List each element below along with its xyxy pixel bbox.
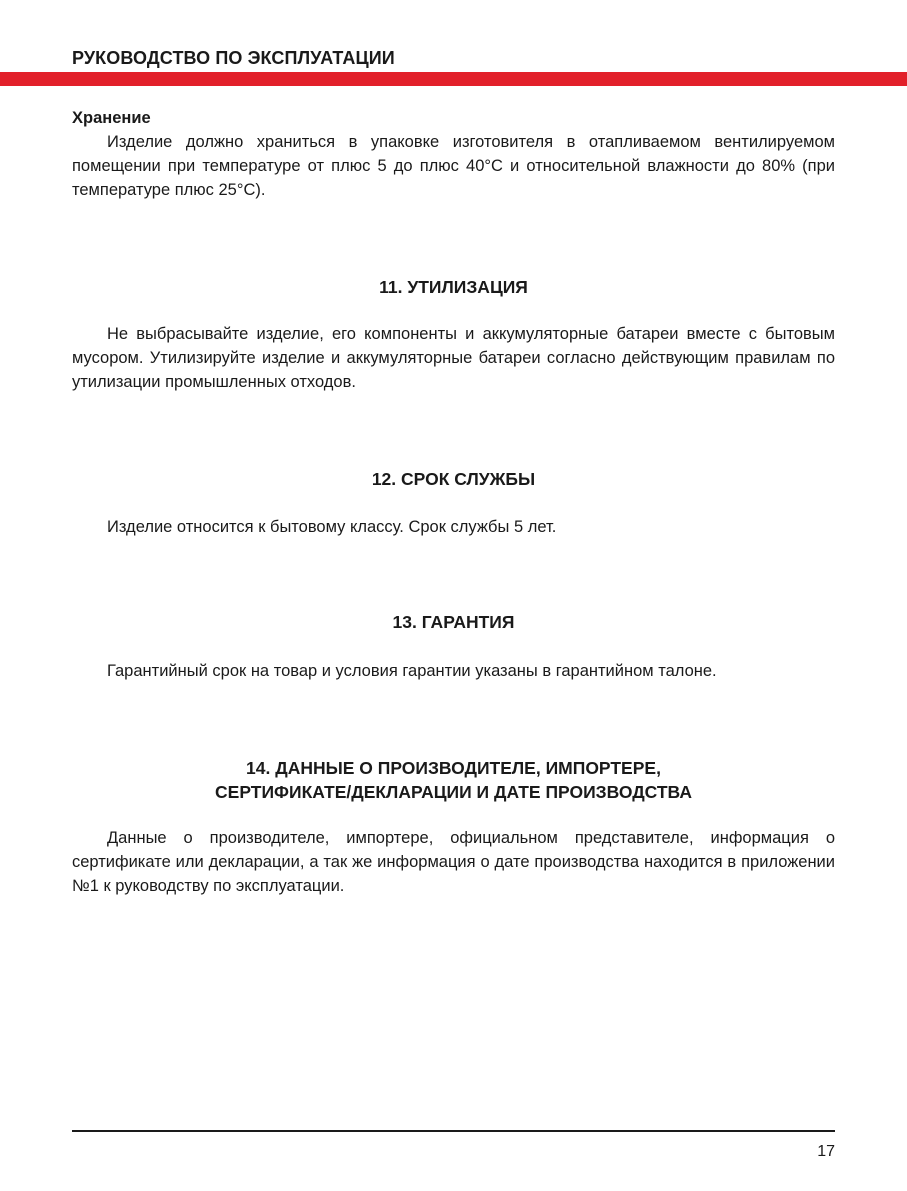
section-title-service-life: 12. СРОК СЛУЖБЫ	[371, 469, 536, 489]
storage-paragraph: Изделие должно храниться в упаковке изготовителя в отапливаемом вентилируемом помещении при температуре от плюс 5 до плюс 40°С и относительной влажности до 80% (при температуре плюс 25°С).	[72, 133, 835, 199]
section-paragraph-service-life: Изделие относится к бытовому классу. Срок службы 5 лет.	[107, 518, 557, 536]
footer-divider	[72, 1130, 835, 1132]
section-title-line-1: 14. ДАННЫЕ О ПРОИЗВОДИТЕЛЕ, ИМПОРТЕРЕ,	[246, 758, 661, 778]
header-accent-bar	[0, 72, 907, 86]
section-paragraph-warranty: Гарантийный срок на товар и условия гарантии указаны в гарантийном талоне.	[107, 662, 717, 680]
page-header-title: РУКОВОДСТВО ПО ЭКСПЛУАТАЦИИ	[72, 48, 395, 68]
section-paragraph-manufacturer-data: Данные о производителе, импортере, официальном представителе, информация о сертификате или декларации, а так же информация о дате производства находится в приложении №1 к руководству по эксплуатации.	[72, 829, 835, 895]
section-title-line-2: СЕРТИФИКАТЕ/ДЕКЛАРАЦИИ И ДАТЕ ПРОИЗВОДСТВА	[215, 782, 692, 802]
section-title-disposal: 11. УТИЛИЗАЦИЯ	[379, 277, 528, 297]
section-title-manufacturer-data	[72, 756, 835, 804]
section-paragraph-disposal: Не выбрасывайте изделие, его компоненты и аккумуляторные батареи вместе с бытовым мусором. Утилизируйте изделие и аккумуляторные батареи согласно действующим правилам по утилизации промышленных отходов.	[72, 325, 835, 391]
page-number: 17	[817, 1143, 835, 1160]
storage-heading: Хранение	[72, 109, 151, 127]
section-title-warranty: 13. ГАРАНТИЯ	[392, 612, 515, 632]
